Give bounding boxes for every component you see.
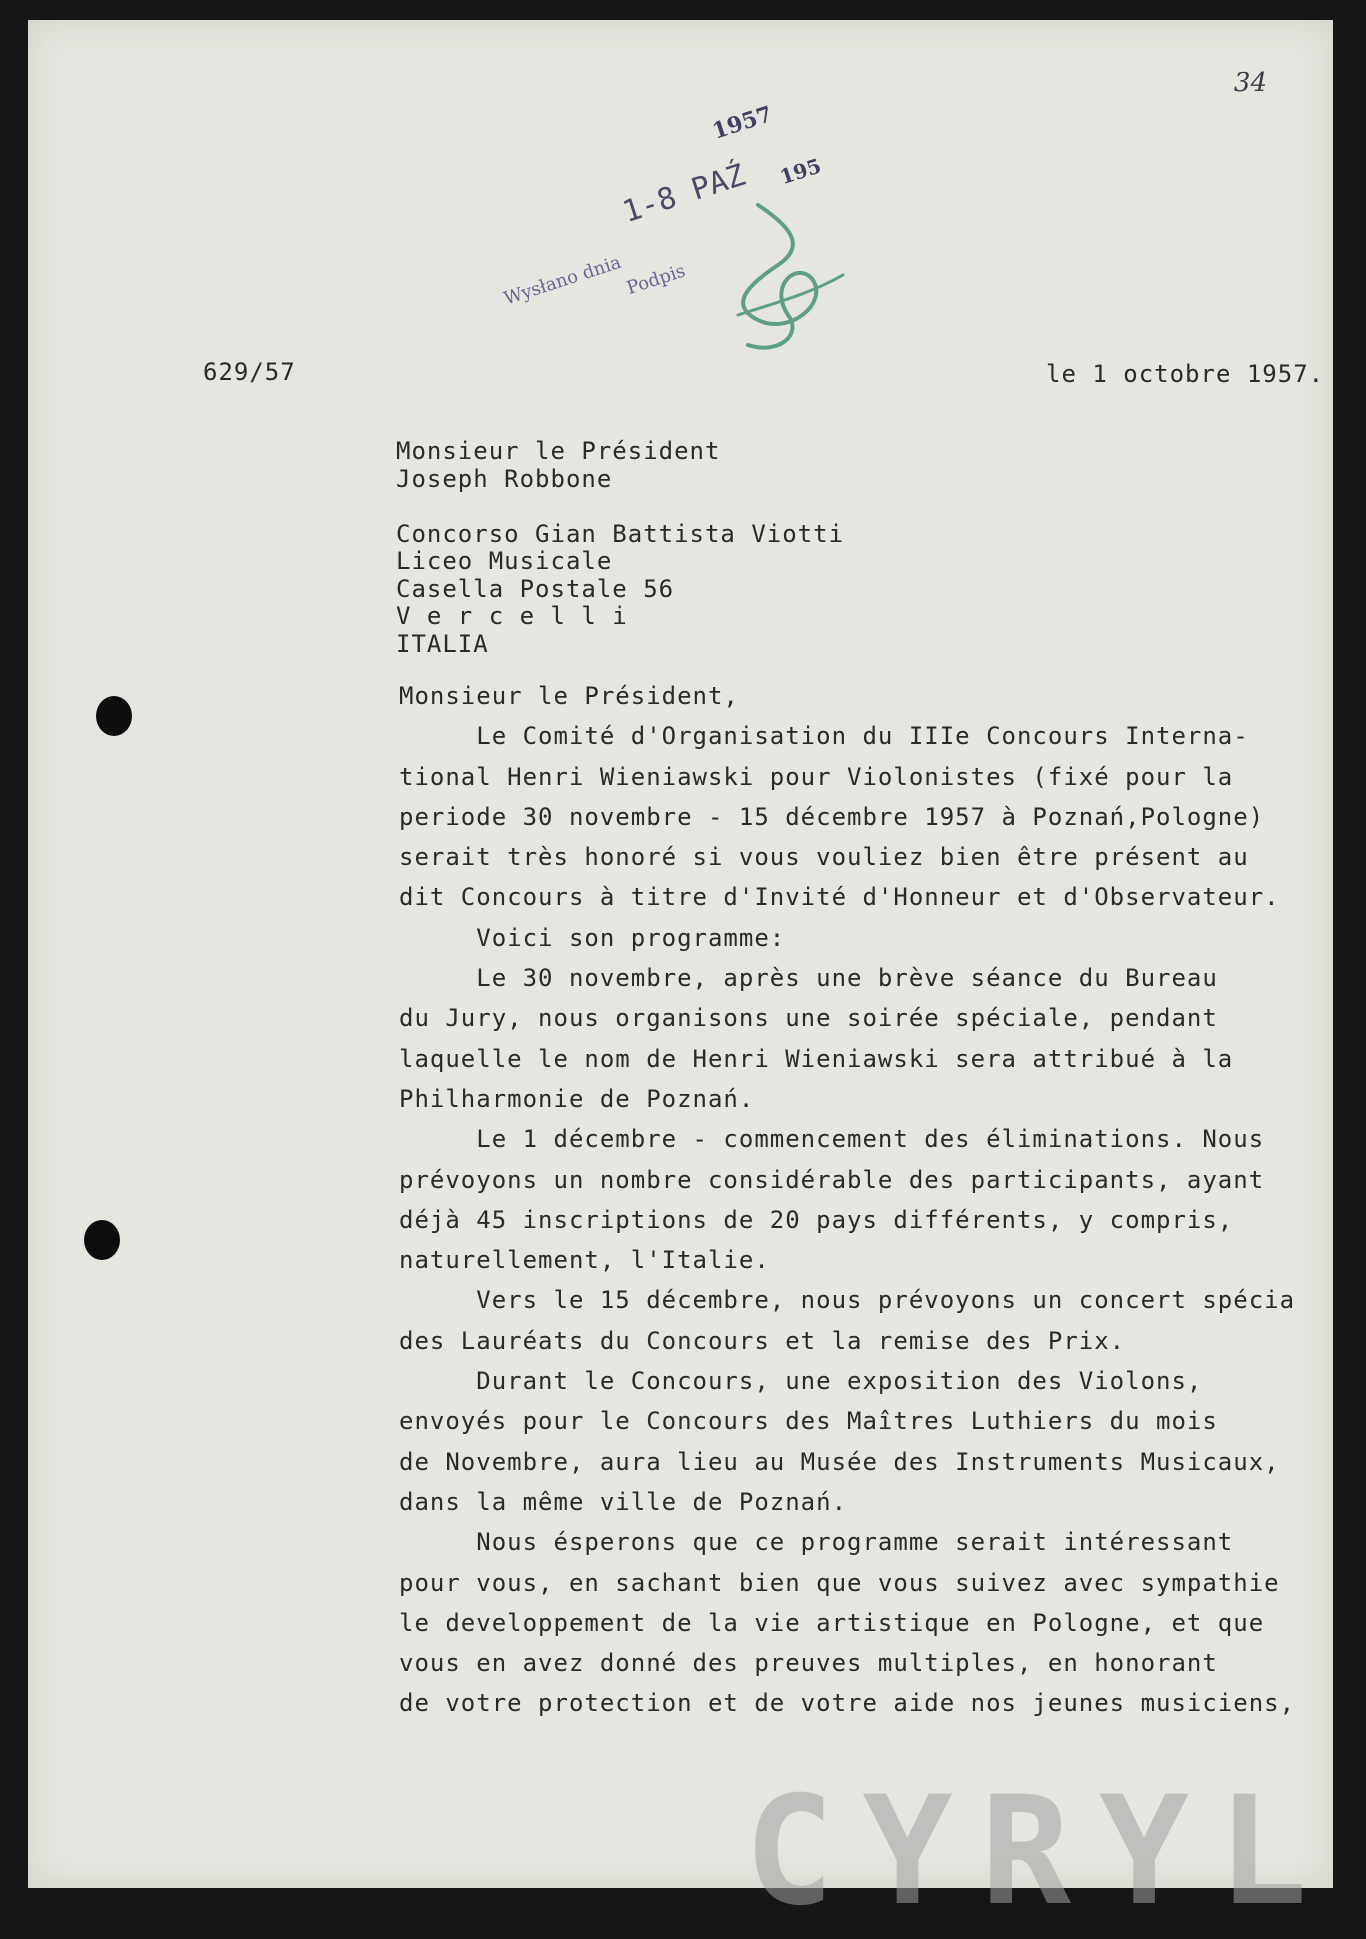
page-number: 34	[1233, 68, 1267, 98]
stamp-label: Wysłano dnia	[501, 251, 624, 310]
letter-body: Monsieur le Président, Le Comité d'Organisation du IIIe Concours Interna- tional Henri Wieniawski pour Violonistes (fixé pour la periode 30 novembre - 15 décembre 1957 à Poznań,Pologne) serait très honoré si vous vouliez bien être présent au dit Concours à titre d'Invité d'Honneur et d'Observateur. Voici son programme: Le 30 novembre, après une brève séance du Bureau du Jury, nous organisons une soirée spéciale, pendant laquelle le nom de Henri Wieniawski sera attribué à la Philharmonie de Poznań. Le 1 décembre - commencement des éliminations. Nous prévoyons un nombre considérable des participants, ayant déjà 45 inscriptions de 20 pays différents, y compris, naturellement, l'Italie. Vers le 15 décembre, nous prévoyons un concert spécia des Lauréats du Concours et la remise des Prix. Durant le Concours, une exposition des Violons, envoyés pour le Concours des Maîtres Luthiers du mois de Novembre, aura lieu au Musée des Instruments Musicaux, dans la même ville de Poznań. Nous ésperons que ce programme serait intéressant pour vous, en sachant bien que vous suivez avec sympathie le developpement de la vie artistique en Pologne, et que vous en avez donné des preuves multiples, en honorant de votre protection et de votre aide nos jeunes musiciens,	[399, 682, 1296, 1718]
stamp-year-2: 195	[776, 153, 824, 190]
stamp-year: 1957	[709, 101, 776, 145]
letter-date: le 1 octobre 1957.	[1046, 360, 1325, 388]
letter-page	[28, 20, 1336, 1939]
stamp-sign-label: Podpis	[624, 260, 689, 300]
archive-watermark: CYRYL	[744, 1765, 1336, 1939]
reference-number: 629/57	[203, 358, 296, 386]
recipient-address: Monsieur le Président Joseph Robbone Concorso Gian Battista Viotti Liceo Musicale Casella Postale 56 V e r c e l l i ITALIA	[396, 437, 845, 658]
stamp-date: 1-8 PAŹ	[618, 157, 750, 231]
punch-hole-bottom	[84, 1220, 120, 1260]
punch-hole-top	[96, 696, 132, 736]
signature	[718, 195, 858, 375]
